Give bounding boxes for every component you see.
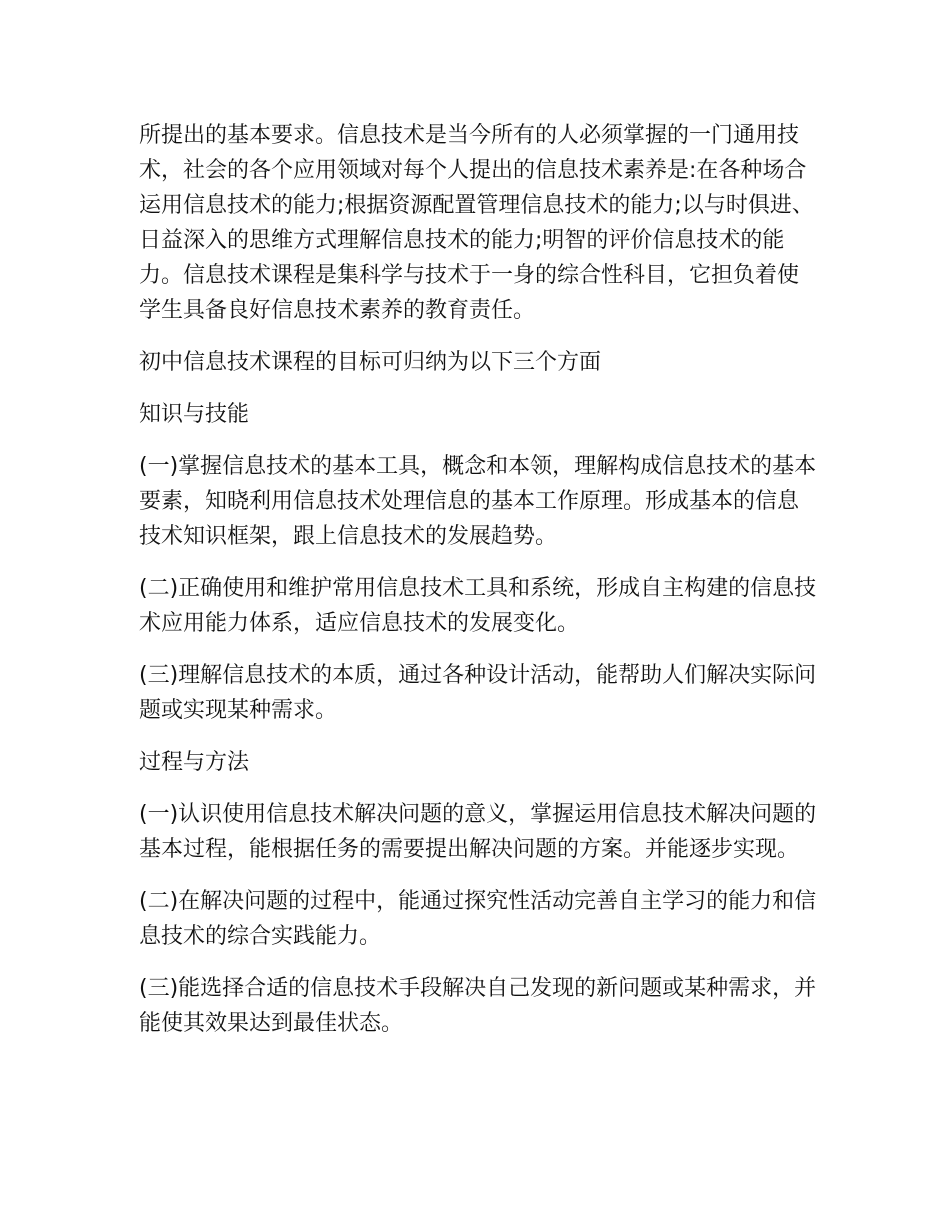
paragraph-knowledge-1: (一)掌握信息技术的基本工具，概念和本领，理解构成信息技术的基本要素，知晓利用信息技术处理信息的基本工作原理。形成基本的信息技术知识框架，跟上信息技术的发展趋势。 xyxy=(139,454,817,549)
paragraph-knowledge-2: (二)正确使用和维护常用信息技术工具和系统，形成自主构建的信息技术应用能力体系，适应信息技术的发展变化。 xyxy=(139,576,817,636)
section-heading-knowledge-skills: 知识与技能 xyxy=(139,402,250,427)
paragraph-intro: 所提出的基本要求。信息技术是当今所有的人必须掌握的一门通用技术，社会的各个应用领域对每个人提出的信息技术素养是:在各种场合运用信息技术的能力;根据资源配置管理信息技术的能力;以与时俱进、日益深入的思维方式理解信息技术的能力;明智的评价信息技术的能力。信息技术课程是集科学与技术于一身的综合性科目，它担负着使学生具备良好信息技术素养的教育责任。 xyxy=(139,123,814,323)
paragraph-process-1: (一)认识使用信息技术解决问题的意义，掌握运用信息技术解决问题的基本过程，能根据任务的需要提出解决问题的方案。并能逐步实现。 xyxy=(139,802,817,862)
document-body xyxy=(139,118,819,1058)
section-heading-process-methods: 过程与方法 xyxy=(139,750,250,775)
paragraph-process-2: (二)在解决问题的过程中，能通过探究性活动完善自主学习的能力和信息技术的综合实践能力。 xyxy=(139,889,817,949)
paragraph-goals-summary: 初中信息技术课程的目标可归纳为以下三个方面 xyxy=(139,350,602,375)
paragraph-knowledge-3: (三)理解信息技术的本质，通过各种设计活动，能帮助人们解决实际问题或实现某种需求。 xyxy=(139,663,817,723)
paragraph-process-3: (三)能选择合适的信息技术手段解决自己发现的新问题或某种需求，并能使其效果达到最佳状态。 xyxy=(139,976,817,1036)
